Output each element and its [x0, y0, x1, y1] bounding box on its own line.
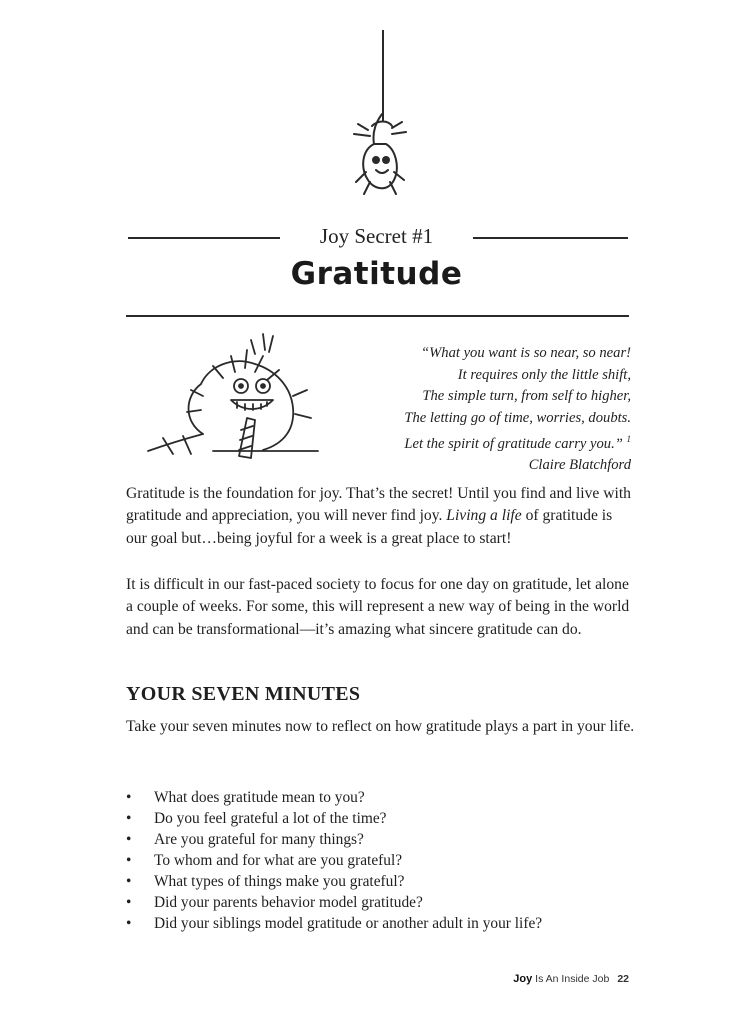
intro-text-end: of gratitude is our goal but…being joyful for a week is a great place to start!	[126, 507, 613, 547]
quote-author: Claire Blatchford	[528, 457, 631, 474]
page-footer	[513, 973, 629, 985]
chapter-title: Gratitude	[290, 256, 463, 292]
quote-line	[331, 429, 631, 455]
epigraph-quote	[331, 343, 631, 477]
section-heading: YOUR SEVEN MINUTES	[126, 683, 361, 705]
list-item: • Are you grateful for many things?	[126, 829, 646, 850]
page-number: 22	[617, 973, 629, 985]
quote-line: The simple turn, from self to higher,	[422, 388, 631, 404]
section-intro-paragraph: Take your seven minutes now to reflect on how gratitude plays a part in your life.	[126, 718, 635, 735]
heading-rule-left	[128, 237, 280, 239]
list-item: • Do you feel grateful a lot of the time?	[126, 808, 646, 829]
quote-line: It requires only the little shift,	[457, 366, 631, 383]
footer-book-subtitle: Is An Inside Job	[532, 973, 610, 985]
heading-rule-right	[473, 237, 628, 239]
list-item: • Did your parents behavior model gratitude?	[126, 892, 646, 913]
list-item: • What types of things make you grateful?	[126, 871, 646, 892]
intro-paragraph	[126, 483, 636, 550]
quote-line: The letting go of time, worries, doubts.	[404, 409, 631, 426]
joy-secret-label: Joy Secret #1	[319, 224, 434, 248]
list-item: • Did your siblings model gratitude or another adult in your life?	[126, 913, 646, 934]
second-paragraph: It is difficult in our fast-paced society to focus for one day on gratitude, let alone a couple of weeks. For some, this will represent a new way of being in the world and can be transformational—it’s amazing what sincere gratitude can do.	[126, 576, 630, 638]
hanging-spider-illustration	[348, 110, 408, 206]
title-underline	[126, 315, 629, 317]
quote-line: “What you want is so near, so near!	[421, 345, 631, 361]
spider-thread	[382, 30, 384, 122]
quote-last-line-text: Let the spirit of gratitude carry you.”	[404, 435, 623, 452]
intro-italic-phrase: Living a life	[446, 507, 522, 525]
reflection-questions-list	[126, 787, 646, 934]
quote-footnote-marker: 1	[626, 434, 631, 444]
footer-brand: Joy	[513, 973, 533, 985]
list-item: • What does gratitude mean to you?	[126, 787, 646, 808]
intro-text-start: Gratitude is the foundation for joy. That’s the secret! Until you find and live with gratitude and appreciation, you will never find joy.	[126, 485, 631, 525]
list-item: • To whom and for what are you grateful?	[126, 850, 646, 871]
grinning-creature-illustration	[143, 326, 333, 466]
